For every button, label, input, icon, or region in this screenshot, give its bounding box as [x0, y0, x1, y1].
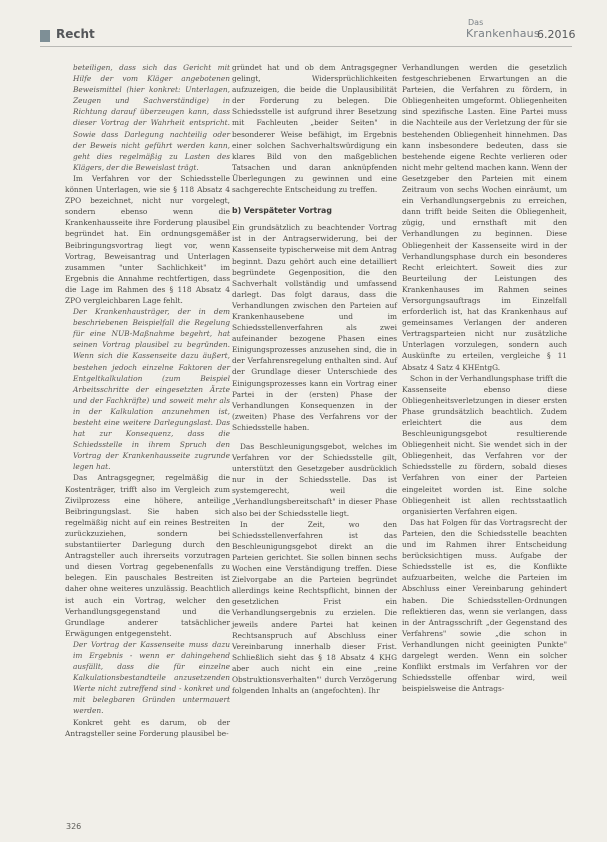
- journal-logo-prefix: Das: [468, 18, 484, 27]
- paragraph: Ein grundsätzlich zu beachtender Vortrag ist in der Antragserwiderung, bei der Kassenseite typischerweise mit dem Antrag beginnt. Dazu gehört auch eine detailliert begründete Gegenposition, die den Sachverhalt vollständig und umfassend darlegt. Das folgt daraus, dass die Verhandlungen zwischen den Parteien auf Krankenhausebene und im Schiedsstellenverfahren als zwei aufeinander bezogene Phasen eines Einigungsprozesses anzusehen sind, die in der Verfahrensregelung enthalten sind. Auf der Grundlage dieser Unterschiede des Einigungsprozesses kann ein Vortrag einer Partei in der (ersten) Phase der Verhandlungen Konsequenzen in der (zweiten) Phase des Verfahrens vor der Schiedsstelle haben.: [232, 223, 397, 432]
- section-marker: [40, 30, 50, 42]
- paragraph: Im Verfahren vor der Schiedsstelle können Unterlagen, wie sie § 118 Absatz 4 ZPO bezeichnet, nicht nur vorgelegt, sondern ebenso wenn die Krankenhausseite ihre Forderung plausibel begründet hat. Ein ordnungsgemäßer Beibringungsvortrag liegt vor, wenn Vortrag, Beweisantrag und Unterlagen zusammen "unter Sachlichkeit" im Ergebnis die Annahme rechtfertigen, dass die Lage im Rahmen des § 118 Absatz 4 ZPO vergleichbaren Lage fehlt.: [65, 173, 230, 305]
- subheading: b) Verspäteter Vortrag: [232, 206, 332, 216]
- page-number: 326: [66, 822, 82, 831]
- paragraph: Das Beschleunigungsgebot, welches im Verfahren vor der Schiedsstelle gilt, unterstützt den Gesetzgeber ausdrücklich nur in der Schiedsstelle. Das ist systemgerecht, weil die „Verhandlungsbereitschaft" in dieser Phase also bei der Schiedsstelle liegt.: [232, 442, 397, 518]
- section-title: Recht: [56, 27, 95, 41]
- paragraph: Verhandlungen werden die gesetzlich festgeschriebenen Erwartungen an die Parteien, die Verfahren zu fördern, in Obliegenheiten umgeformt. Obliegenheiten sind spezifische Lasten. Eine Partei muss die Nachteile aus der Verletzung der für sie bestehenden Obliegenheit hinnehmen. Das kann insbesondere bedeuten, dass sie bestehende eigene Rechte verlieren oder nicht mehr geltend machen kann. Wenn der Gesetzgeber den Parteien mit einem Zeitraum von sechs Wochen einräumt, um ein Verhandlungsergebnis zu erreichen, dann trifft beide Seiten die Obliegenheit, zügig, und ernsthaft mit den Verhandlungen zu beginnen. Diese Obliegenheit der Kassenseite wird in der Verhandlungsphase durch ein besonderes Recht erleichtert. Soweit dies zur Beurteilung der Leistungen des Krankenhauses im Rahmen seines Versorgungsauftrags im Einzelfall erforderlich ist, hat das Krankenhaus auf gemeinsames Verlangen der anderen Vertragsparteien nicht nur zusätzliche Unterlagen vorzulegen, sondern auch Auskünfte zu erteilen, vergleiche § 11 Absatz 4 Satz 4 KHEntgG.: [402, 63, 567, 372]
- paragraph: Schon in der Verhandlungsphase trifft die Kassenseite ebenso diese Obliegenheitsverletzungen in dieser ersten Phase grundsätzlich beachtlich. Zudem erleichtert die aus dem Beschleunigungsgebot resultierende Obliegenheit nicht. Sie wendet sich in der Obliegenheit, das Verfahren vor der Schiedsstelle zu fördern, sobald dieses Verfahren von einer der Parteien eingeleitet worden ist. Eine solche Obliegenheit ist allen rechtsstaatlich organisierten Verfahren eigen.: [402, 373, 567, 516]
- paragraph: Das Antragsgegner, regelmäßig die Kostenträger, trifft also im Vergleich zum Zivilprozess eine höhere, anteilige Beibringungslast. Sie haben sich regelmäßig nicht auf ein reines Bestreiten zurückzuziehen, sondern bei substantiierter Darlegung durch den Antragsteller auch ihrerseits vorzutragen und diesen Vortrag gegebenenfalls zu belegen. Ein pauschales Bestreiten ist daher ohne weiteres unzulässig. Beachtlich ist auch ein Vortrag, welcher den Verhandlungsgegenstand und die Grundlage anderer tatsächlicher Erwägungen entgegensteht.: [65, 473, 230, 638]
- header-divider: [40, 46, 572, 47]
- text-column-2: [232, 62, 397, 696]
- text-column-1: [65, 62, 230, 739]
- issue-number: 6.2016: [537, 28, 576, 41]
- paragraph: Der Vortrag der Kassenseite muss dazu im Ergebnis - wenn er dahingehend ausfällt, dass die für einzelne Kalkulationsbestandteile anzusetzenden Werte nicht zutreffend sind - konkret und mit belegbaren Gründen untermauert werden.: [73, 639, 230, 716]
- paragraph: Das hat Folgen für das Vortragsrecht der Parteien, den die Schiedsstelle beachten und im Rahmen ihrer Entscheidung berücksichtigen muss. Aufgabe der Schiedsstelle ist es, die Konflikte aufzuarbeiten, welche die Parteien im Abschluss einer Vereinbarung gehindert haben. Die Schiedsstellen-Ordnungen reflektieren das, wenn sie verlangen, dass in der Antragsschrift „der Gegenstand des Verfahrens" sowie „die schon in Verhandlungen nicht geeinigten Punkte" dargelegt werden. Wenn ein solcher Konflikt erstmals im Verfahren vor der Schiedsstelle offenbar wird, weil beispielsweise die Antrags-: [402, 517, 567, 694]
- paragraph: Konkret geht es darum, ob der Antragsteller seine Forderung plausibel be-: [65, 717, 230, 738]
- paragraph: gründet hat und ob dem Antragsgegner gelingt, Widersprüchlichkeiten aufzuzeigen, die beide die Unplausibilität der Forderung zu belegen. Die Schiedsstelle ist aufgrund ihrer Besetzung mit Fachleuten „beider Seiten" in besonderer Weise befähigt, im Ergebnis einer solchen Sachverhaltswürdigung ein klares Bild von den maßgeblichen Tatsachen und daran anknüpfenden Überlegungen zu gewinnen und eine sachgerechte Entscheidung zu treffen.: [232, 63, 397, 195]
- text-column-3: [402, 62, 567, 694]
- journal-logo: Krankenhaus: [466, 27, 540, 40]
- paragraph: Der Krankenhausträger, der in dem beschriebenen Beispielfall die Regelung für eine NUB-Maßnahme begehrt, hat seinen Vortrag plausibel zu begründen. Wenn sich die Kassenseite dazu äußert, bestehen jedoch einzelne Faktoren der Entgeltkalkulation (zum Beispiel Arbeitsschritte der eingesetzten Ärzte und der Fachkräfte) und soweit mehr als in der Kalkulation anzunehmen ist, besteht eine weitere Darlegungslast. Das hat zur Konsequenz, dass die Schiedsstelle in ihrem Spruch den Vortrag der Krankenhausseite zugrunde legen hat.: [73, 307, 230, 472]
- paragraph: In der Zeit, wo den Schiedsstellenverfahren ist das Beschleunigungsgebot direkt an die Parteien gerichtet. Sie sollen binnen sechs Wochen eine Verständigung treffen. Diese Zielvorgabe an die Parteien begründet allerdings keine Rechtspflicht, binnen der gesetzlichen Frist ein Verhandlungsergebnis zu erzielen. Die jeweils andere Partei hat keinen Rechtsanspruch auf Abschluss einer Vereinbarung innerhalb dieser Frist. Schließlich sieht das § 18 Absatz 4 KHG aber auch nicht ein eine „reine Obstruktionsverhalten"' durch Verzögerung folgenden Inhalts an (angefochten). Ihr: [232, 519, 397, 696]
- paragraph: beteiligen, dass sich das Gericht mit Hilfe der vom Kläger angebotenen Beweismittel (hier konkret: Unterlagen, Zeugen und Sachverständige) in Richtung darauf überzeugen kann, dass dieser Vortrag der Wahrheit entspricht. Sowie dass Darlegung nachteilig oder der Beweis nicht geführt werden kann, geht dies regelmäßig zu Lasten des Klägers, der die Beweislast trägt.: [73, 63, 230, 172]
